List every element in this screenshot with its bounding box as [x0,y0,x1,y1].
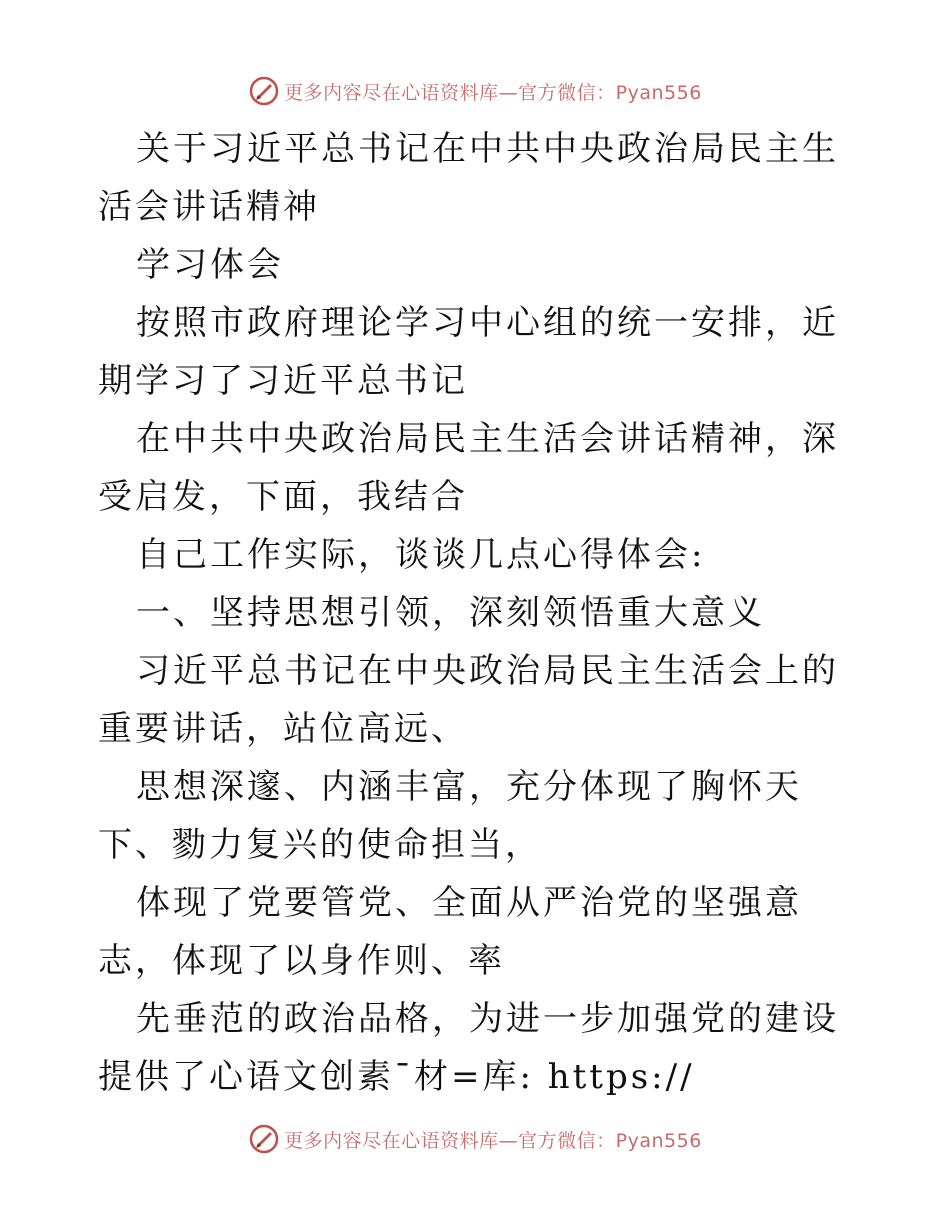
paragraph: 先垂范的政治品格，为进一步加强党的建设提供了心语文创素¯材=库: https:// [98,999,839,1097]
paragraph: 习近平总书记在中央政治局民主生活会上的重要讲话，站位高远、 [98,651,839,749]
paragraph: 体现了党要管党、全面从严治党的坚强意志，体现了以身作则、率 [98,883,802,981]
watermark-header [0,74,950,108]
section-heading: 一、坚持思想引领，深刻领悟重大意义 [136,593,765,633]
paragraph: 在中共中央政治局民主生活会讲话精神，深受启发，下面，我结合 [98,419,839,517]
watermark-text: 更多内容尽在心语资料库—官方微信：Pyan556 [284,81,702,104]
brand-logo-icon [248,75,280,107]
paragraph: 按照市政府理论学习中心组的统一安排，近期学习了习近平总书记 [98,303,839,401]
watermark-text: 更多内容尽在心语资料库—官方微信：Pyan556 [284,1129,702,1152]
watermark-footer [0,1122,950,1156]
paragraph: 思想深邃、内涵丰富，充分体现了胸怀天下、勠力复兴的使命担当， [98,767,802,865]
doc-title: 关于习近平总书记在中共中央政治局民主生活会讲话精神 [98,129,839,227]
paragraph: 自己工作实际，谈谈几点心得体会: [136,535,706,575]
document-body [98,120,858,1106]
brand-logo-icon [248,1123,280,1155]
doc-subtitle: 学习体会 [136,245,284,285]
